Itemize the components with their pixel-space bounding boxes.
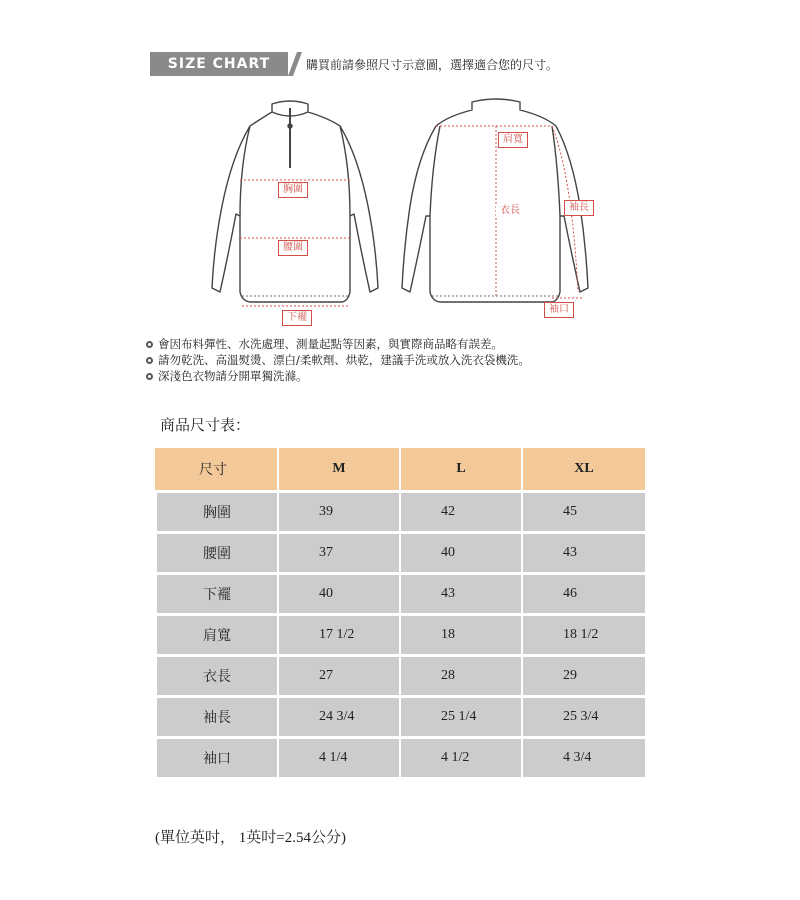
note-item (146, 352, 530, 368)
bullet-icon (146, 357, 153, 364)
intro-text: 購買前請參照尺寸示意圖，選擇適合您的尺寸。 (306, 58, 559, 72)
table-cell: 4 1/4 (277, 739, 399, 777)
table-cell: 39 (277, 493, 399, 531)
note-text: 會因布料彈性、水洗處理、測量起點等因素，與實際商品略有誤差。 (158, 337, 503, 351)
waist-label: 腰圍 (278, 240, 308, 256)
table-cell: 43 (399, 575, 521, 613)
table-cell: 18 1/2 (521, 616, 645, 654)
row-label: 袖口 (155, 739, 277, 777)
note-text: 深淺色衣物請分開單獨洗滌。 (158, 369, 308, 383)
shoulder-label: 肩寬 (498, 132, 528, 148)
row-label: 衣長 (155, 657, 277, 695)
length-label: 衣長 (496, 204, 524, 218)
note-item (146, 368, 530, 384)
table-cell: 45 (521, 493, 645, 531)
note-item (146, 336, 530, 352)
size-table (155, 448, 645, 777)
cuff-label: 袖口 (544, 302, 574, 318)
note-text: 請勿乾洗、高溫熨燙、漂白/柔軟劑、烘乾，建議手洗或放入洗衣袋機洗。 (158, 353, 530, 367)
garment-diagrams (200, 96, 600, 328)
row-label: 胸圍 (155, 493, 277, 531)
header-cell-l: L (399, 448, 521, 490)
row-label: 袖長 (155, 698, 277, 736)
table-cell: 17 1/2 (277, 616, 399, 654)
table-cell: 25 3/4 (521, 698, 645, 736)
bullet-icon (146, 341, 153, 348)
table-cell: 4 1/2 (399, 739, 521, 777)
unit-footnote: (單位英吋， 1英吋=2.54公分) (155, 830, 346, 846)
table-cell: 29 (521, 657, 645, 695)
table-cell: 28 (399, 657, 521, 695)
table-cell: 25 1/4 (399, 698, 521, 736)
badge-slash-icon (288, 52, 302, 76)
garment-outline-svg (200, 96, 600, 328)
chest-label: 胸圍 (278, 182, 308, 198)
header-cell-m: M (277, 448, 399, 490)
table-cell: 18 (399, 616, 521, 654)
header-cell-xl: XL (521, 448, 645, 490)
care-notes (146, 336, 530, 384)
table-cell: 4 3/4 (521, 739, 645, 777)
size-chart-header (150, 52, 670, 76)
bullet-icon (146, 373, 153, 380)
table-cell: 37 (277, 534, 399, 572)
size-chart-badge: SIZE CHART (150, 52, 288, 76)
row-label: 腰圍 (155, 534, 277, 572)
sleeve-label: 袖長 (564, 200, 594, 216)
row-label: 下襬 (155, 575, 277, 613)
table-cell: 27 (277, 657, 399, 695)
table-cell: 40 (399, 534, 521, 572)
back-shirt-icon (402, 99, 588, 302)
row-label: 肩寬 (155, 616, 277, 654)
hem-label: 下襬 (282, 310, 312, 326)
table-cell: 43 (521, 534, 645, 572)
table-cell: 40 (277, 575, 399, 613)
table-cell: 42 (399, 493, 521, 531)
table-cell: 24 3/4 (277, 698, 399, 736)
front-shirt-icon (212, 101, 378, 302)
header-cell-size: 尺寸 (155, 448, 277, 490)
table-cell: 46 (521, 575, 645, 613)
size-table-title: 商品尺寸表： (160, 416, 251, 434)
